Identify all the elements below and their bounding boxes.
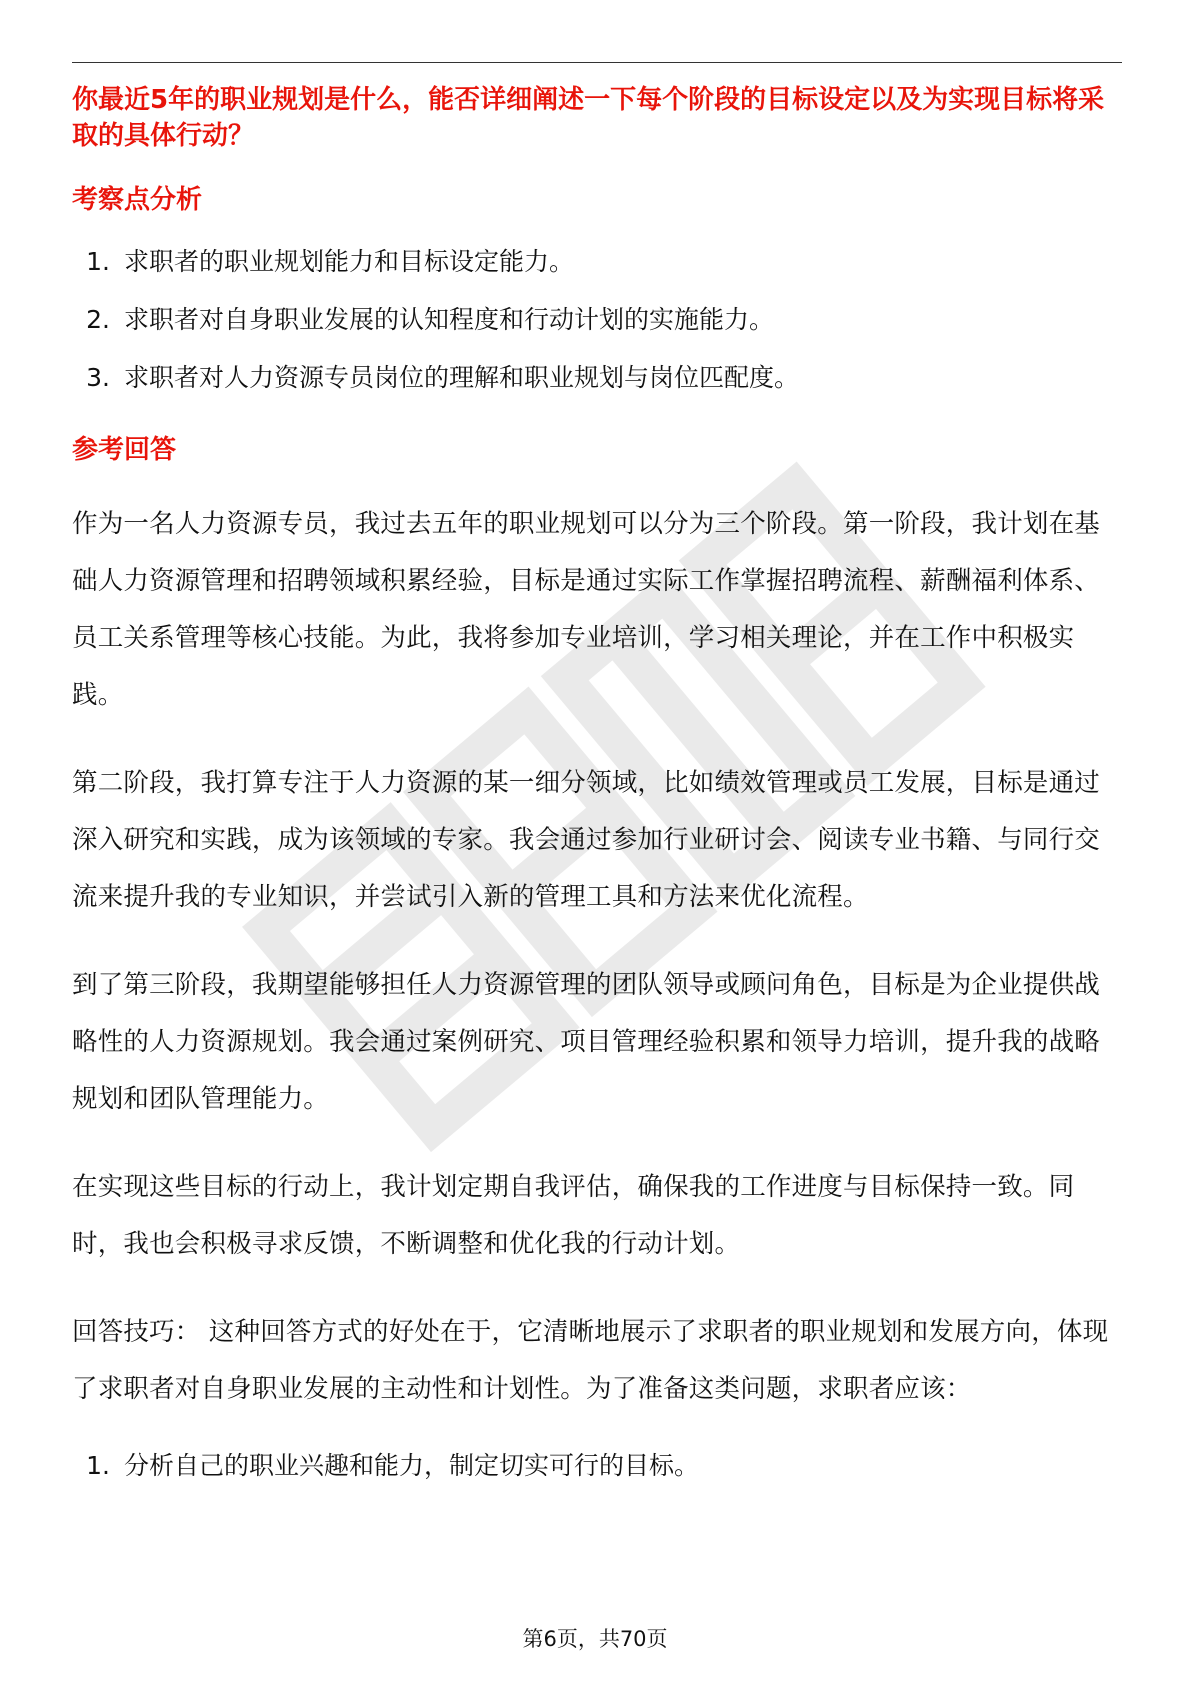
list-number: 2.: [86, 305, 110, 334]
list-item: [72, 1448, 1122, 1484]
list-item: [72, 302, 1122, 338]
list-text: 求职者对自身职业发展的认知程度和行动计划的实施能力。: [124, 305, 775, 334]
answer-paragraph-1: 作为一名人力资源专员，我过去五年的职业规划可以分为三个阶段。第一阶段，我计划在基础人力资源管理和招聘领域积累经验，目标是通过实际工作掌握招聘流程、薪酬福利体系、员工关系管理等核心技能。为此，我将参加专业培训，学习相关理论，并在工作中积极实践。: [72, 509, 1101, 710]
list-number: 1.: [86, 247, 110, 276]
answer-paragraph-4: 在实现这些目标的行动上，我计划定期自我评估，确保我的工作进度与目标保持一致。同时，我也会积极寻求反馈，不断调整和优化我的行动计划。: [72, 1172, 1075, 1259]
list-text: 求职者的职业规划能力和目标设定能力。: [124, 247, 575, 276]
answer-tips-paragraph: 回答技巧： 这种回答方式的好处在于，它清晰地展示了求职者的职业规划和发展方向，体现了求职者对自身职业发展的主动性和计划性。为了准备这类问题，求职者应该：: [72, 1317, 1109, 1404]
list-text: 分析自己的职业兴趣和能力，制定切实可行的目标。: [124, 1451, 700, 1480]
answer-heading: 参考回答: [72, 435, 177, 465]
list-number: 3.: [86, 363, 110, 392]
list-item: [72, 360, 1122, 396]
question-title: 你最近5年的职业规划是什么，能否详细阐述一下每个阶段的目标设定以及为实现目标将采取的具体行动？: [72, 85, 1105, 151]
top-divider: [72, 62, 1122, 63]
page-footer: 第6页，共70页: [522, 1627, 668, 1651]
answer-paragraph-2: 第二阶段，我打算专注于人力资源的某一细分领域，比如绩效管理或员工发展，目标是通过深入研究和实践，成为该领域的专家。我会通过参加行业研讨会、阅读专业书籍、与同行交流来提升我的专业知识，并尝试引入新的管理工具和方法来优化流程。: [72, 768, 1101, 912]
analysis-heading: 考察点分析: [72, 185, 203, 215]
main-content: [72, 82, 1122, 1484]
list-item: [72, 244, 1122, 280]
list-text: 求职者对人力资源专员岗位的理解和职业规划与岗位匹配度。: [124, 363, 800, 392]
analysis-list: [72, 244, 1122, 396]
answer-paragraph-3: 到了第三阶段，我期望能够担任人力资源管理的团队领导或顾问角色，目标是为企业提供战略性的人力资源规划。我会通过案例研究、项目管理经验积累和领导力培训，提升我的战略规划和团队管理能力。: [72, 970, 1101, 1114]
list-number: 1.: [86, 1451, 110, 1480]
tips-list: [72, 1448, 1122, 1484]
